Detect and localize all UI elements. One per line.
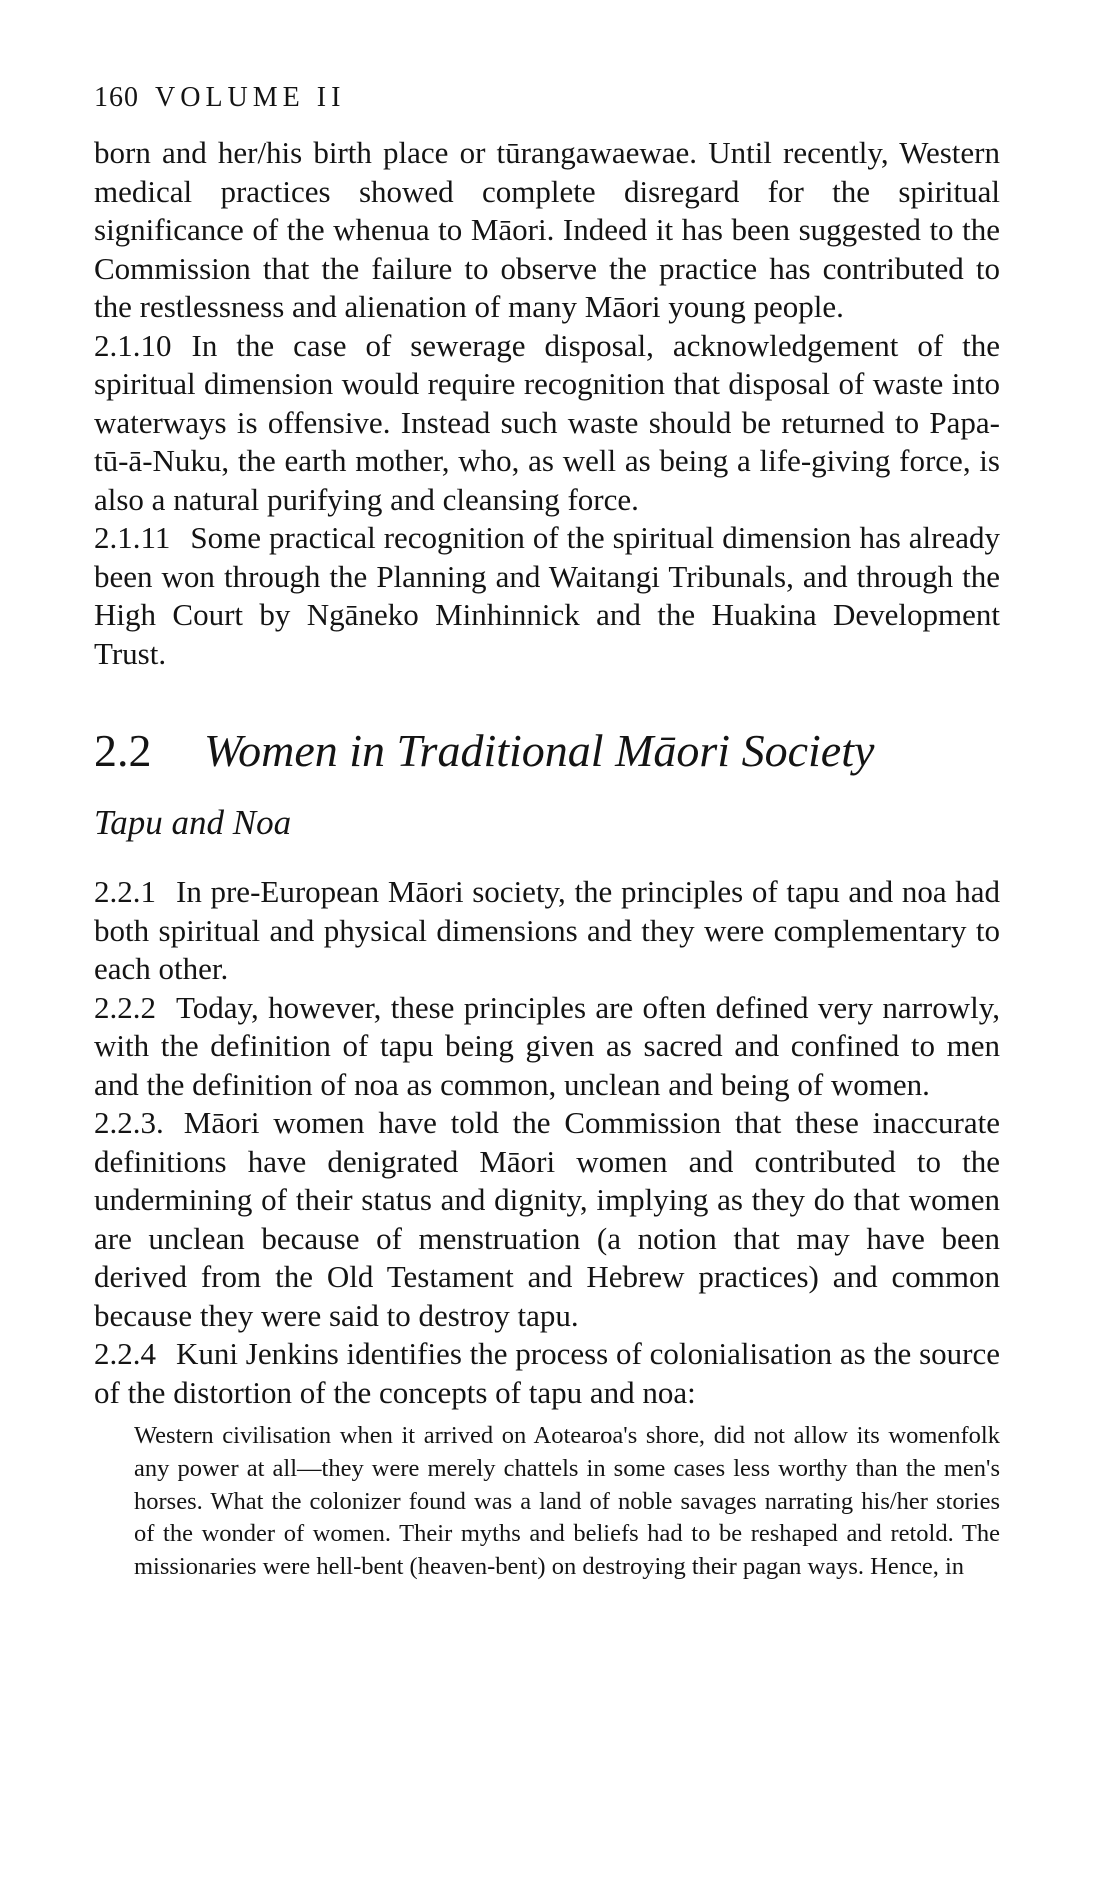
paragraph-text: Kuni Jenkins identifies the process of colonialisation as the source of the distortion of the concepts of tapu and noa:: [94, 1336, 1000, 1410]
paragraph-text: Māori women have told the Commission that these inaccurate definitions have denigrated Māori women and contributed to the undermining of their status and dignity, implying as they do that women are unclean because of menstruation (a notion that may have been derived from the Old Testament and Hebrew practices) and common because they were said to destroy tapu.: [94, 1105, 1000, 1333]
paragraph-2-2-1: [94, 873, 1000, 989]
page: [94, 80, 1000, 1584]
page-number: 160: [94, 82, 139, 113]
paragraph-continued: [94, 134, 1000, 327]
paragraph-number: 2.1.11: [94, 520, 171, 555]
section-heading: [94, 721, 1000, 781]
paragraph-2-2-2: [94, 989, 1000, 1105]
paragraph-2-2-3: [94, 1104, 1000, 1335]
paragraph-text: In pre-European Māori society, the principles of tapu and noa had both spiritual and physical dimensions and they were complementary to each other.: [94, 874, 1000, 986]
paragraph-number: 2.1.10: [94, 327, 172, 363]
paragraph-number: 2.2.4: [94, 1336, 156, 1371]
paragraph-number: 2.2.2: [94, 989, 156, 1025]
paragraph-text: In the case of sewerage disposal, acknowledgement of the spiritual dimension would require recognition that disposal of waste into waterways is offensive. Instead such waste should be returned to Papa-tū-ā-Nuku, the earth mother, who, as well as being a life-giving force, is also a natural purifying and cleansing force.: [94, 327, 1000, 517]
paragraph-text: born and her/his birth place or tūrangawaewae. Until recently, Western medical practices showed complete disregard for the spiritual significance of the whenua to Māori. Indeed it has been suggested to the Commission that the failure to observe the practice has contributed to the restlessness and alienation of many Māori young people.: [94, 135, 1000, 324]
section-title: Women in Traditional Māori Society: [204, 725, 875, 776]
paragraph-2-2-4: [94, 1335, 1000, 1412]
paragraph-text: Today, however, these principles are often defined very narrowly, with the definition of tapu being given as sacred and confined to men and the definition of noa as common, unclean and being of women.: [94, 989, 1000, 1102]
paragraph-2-1-10: [94, 327, 1000, 520]
paragraph-2-1-11: [94, 519, 1000, 673]
volume-label: VOLUME II: [155, 82, 346, 113]
paragraph-text: Some practical recognition of the spiritual dimension has already been won through the Planning and Waitangi Tribunals, and through the High Court by Ngāneko Minhinnick and the Huakina Development Trust.: [94, 520, 1000, 671]
block-quote: Western civilisation when it arrived on Aotearoa's shore, did not allow its womenfolk any power at all—they were merely chattels in some cases less worthy than the men's horses. What the colonizer found was a land of noble savages narrating his/her stories of the wonder of women. Their myths and beliefs had to be reshaped and retold. The missionaries were hell-bent (heaven-bent) on destroying their pagan ways. Hence, in: [134, 1422, 1000, 1581]
section-number: 2.2: [94, 725, 152, 776]
paragraph-number: 2.2.1: [94, 874, 156, 909]
running-head: [94, 80, 1000, 116]
paragraph-number: 2.2.3.: [94, 1105, 164, 1140]
subsection-heading: Tapu and Noa: [94, 803, 292, 842]
